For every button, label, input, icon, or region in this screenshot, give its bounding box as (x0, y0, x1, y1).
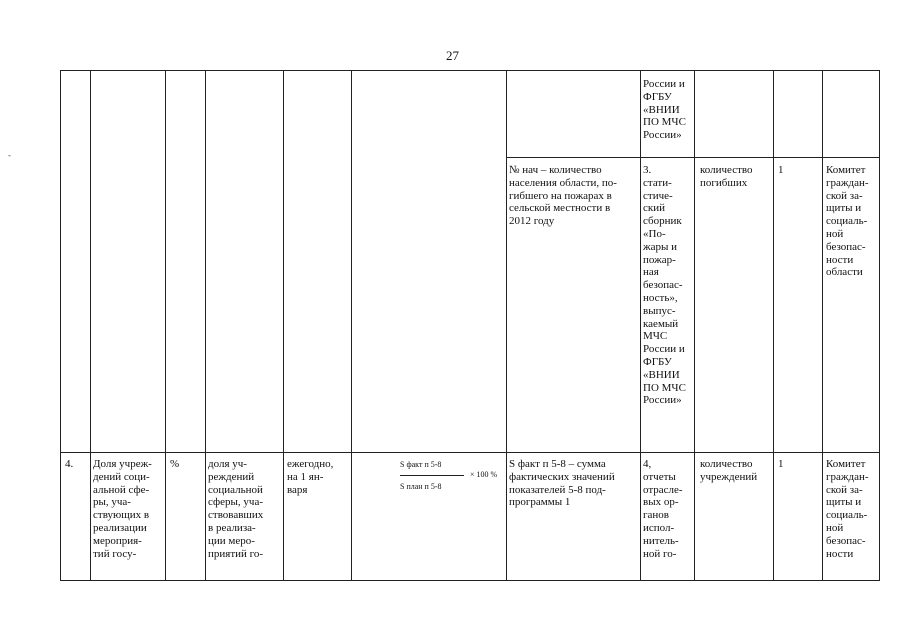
column-divider (351, 70, 352, 581)
number-cell: 1 (778, 458, 784, 470)
formula-denominator: S план п 5-8 (400, 482, 442, 491)
column-divider (60, 70, 61, 581)
source-cell: 4, отчеты отрасле- вых ор- ганов испол- нитель- ной го- (643, 458, 683, 560)
column-divider (90, 70, 91, 581)
stray-mark: - (8, 150, 11, 160)
column-divider (694, 70, 695, 581)
source-cell-continued: России и ФГБУ «ВНИИ ПО МЧС России» (643, 78, 686, 142)
formula-multiplier: × 100 % (470, 470, 498, 479)
unit-of-measure-cell: % (170, 458, 180, 470)
column-divider (205, 70, 206, 581)
formula (400, 460, 506, 500)
description-cell: S факт п 5-8 – сумма фактических значений показателей 5-8 под- программы 1 (509, 458, 615, 509)
periodicity-cell: ежегодно, на 1 ян- варя (287, 458, 334, 496)
row-divider (506, 157, 880, 158)
unit-cell: количество погибших (700, 164, 753, 189)
indicator-table (60, 70, 880, 581)
unit-cell: количество учреждений (700, 458, 758, 483)
column-divider (822, 70, 823, 581)
table-border-bottom (60, 580, 880, 581)
column-divider (283, 70, 284, 581)
column-divider (640, 70, 641, 581)
row-number-cell: 4. (65, 458, 74, 470)
formula-fraction-bar (400, 475, 464, 476)
definition-cell: доля уч- реждений социальной сферы, уча- ствовавших в реализа- ции меро- приятий го- (208, 458, 264, 560)
responsible-cell: Комитет граждан- ской за- щиты и социаль- ной безопас- ности области (826, 164, 869, 279)
column-divider (773, 70, 774, 581)
column-divider (165, 70, 166, 581)
indicator-name-cell: Доля учреж- дений соци- альной сфе- ры, уча- ствующих в реализации мероприя- тий госу- (93, 458, 152, 560)
column-divider (506, 70, 507, 581)
page-number: 27 (446, 48, 459, 63)
responsible-cell: Комитет граждан- ской за- щиты и социаль- ной безопас- ности (826, 458, 869, 560)
column-divider (879, 70, 880, 581)
table-border-top (60, 70, 880, 71)
number-cell: 1 (778, 164, 784, 176)
row-divider (60, 452, 880, 453)
description-cell: № нач – количество населения области, по- гибшего на пожарах в сельской местности в 2012 году (509, 164, 617, 228)
source-cell: 3. стати- стиче- ский сборник «По- жары и пожар- ная безопас- ность», выпус- каемый МЧС России и ФГБУ «ВНИИ ПО МЧС России» (643, 164, 686, 407)
formula-numerator: S факт п 5-8 (400, 460, 442, 469)
